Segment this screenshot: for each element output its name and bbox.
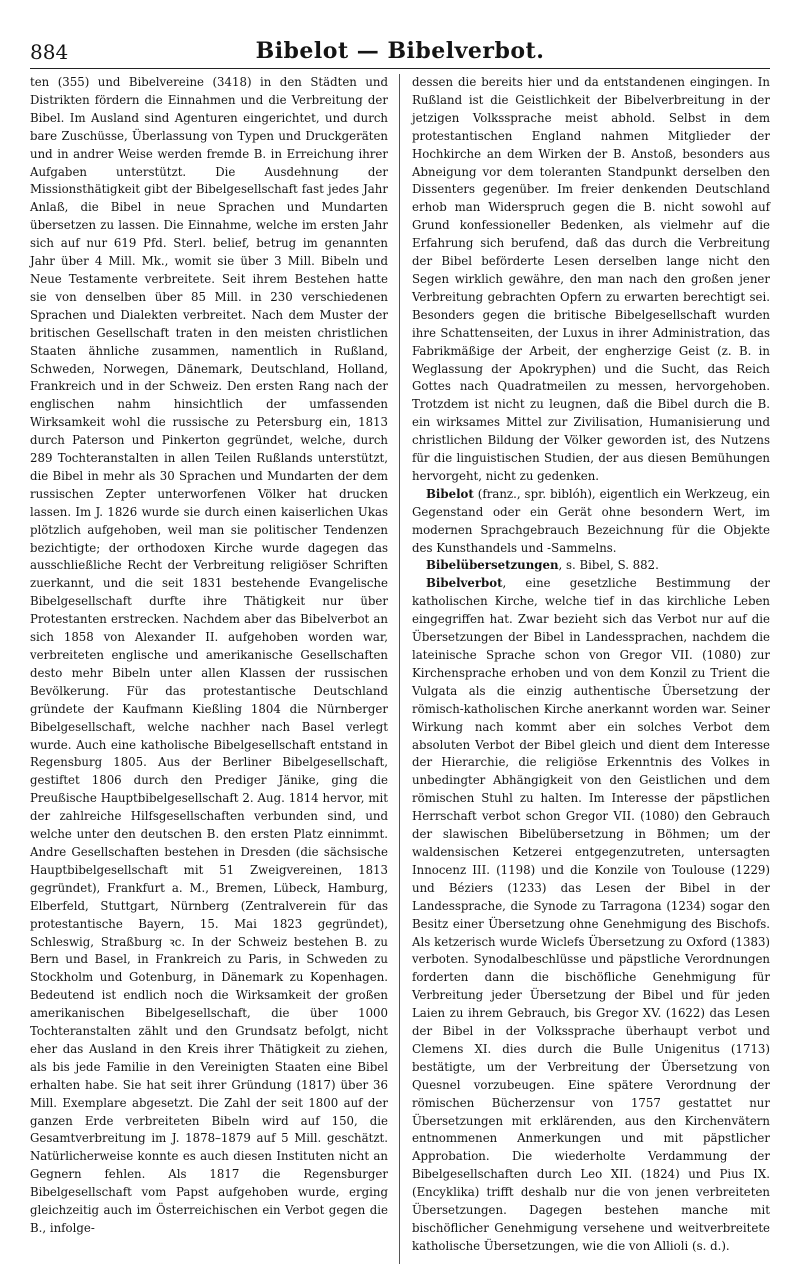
header-rule — [30, 68, 770, 69]
page-header — [30, 38, 770, 68]
entry-bibeluebersetzungen — [412, 557, 770, 575]
continuation-text: dessen die bereits hier und da entstandenen eingingen. In Rußland ist die Geistlichkeit der Bibelverbreitung in der jetzigen Volkssprache meist abhold. Selbst in dem protestantischen England nahmen Mitglieder der Hochkirche an dem Wirken der B. Anstoß, besonders aus Abneigung vor dem toleranten Standpunkt derselben den Dissenters gegenüber. Im freier denkenden Deutschland erhob man Widerspruch gegen die B. nicht sowohl auf Grund konfessioneller Bedenken, als vielmehr auf die Erfahrung sich berufend, daß das durch die Verbreitung der Bibel beförderte Lesen derselben lange nicht den Segen wirklich gewähre, den man nach den großen jener Verbreitung gebrachten Opfern zu erwarten berechtigt sei. Besonders gegen die britische Bibelgesellschaft wurden ihre Schattenseiten, der Luxus in ihrer Administration, das Fabrikmäßige der Arbeit, der engherzige Geist (z. B. in Weglassung der Apokryphen) und die Sucht, das Reich Gottes nach Quadratmeilen zu messen, hervorgehoben. Trotzdem ist nicht zu leugnen, daß die Bibel durch die B. ein wirksames Mittel zur Zivilisation, Humanisierung und christlichen Bildung der Völker geworden ist, des Nutzens für die linguistischen Studien, der aus diesen Bemühungen hervorgeht, nicht zu gedenken. — [412, 75, 770, 483]
column-text: ten (355) und Bibelvereine (3418) in den Städten und Distrikten fördern die Einnahmen und die Verbreitung der Bibel. Im Ausland sind Agenturen eingerichtet, und durch bare Zuschüsse, Überlassung von Typen und Druckgeräten und in andrer Weise werden fremde B. in Erreichung ihrer Aufgaben unterstützt. Die Ausdehnung der Missionsthätigkeit gibt der Bibelgesellschaft fast jedes Jahr Anlaß, die Bibel in neue Sprachen und Mundarten übersetzen zu lassen. Die Einnahme, welche im ersten Jahr sich auf nur 619 Pfd. Sterl. belief, betrug im genannten Jahr über 4 Mill. Mk., womit sie über 3 Mill. Bibeln und Neue Testamente verbreitete. Seit ihrem Bestehen hatte sie von denselben über 85 Mill. in 230 verschiedenen Sprachen und Dialekten verbreitet. Nach dem Muster der britischen Gesellschaft traten in den meisten christlichen Staaten ähnliche zusammen, namentlich in Rußland, Schweden, Norwegen, Dänemark, Deutschland, Holland, Frankreich und in der Schweiz. Den ersten Rang nach der englischen nahm hinsichtlich der umfassenden Wirksamkeit wohl die russische zu Petersburg ein, 1813 durch Paterson und Pinkerton gegründet, welche, durch 289 Tochteranstalten in allen Teilen Rußlands unterstützt, die Bibel in mehr als 30 Sprachen und Mundarten der dem russischen Zepter unterworfenen Völker hat drucken lassen. Im J. 1826 wurde sie durch einen kaiserlichen Ukas plötzlich aufgehoben, weil man sie politischer Tendenzen bezichtigte; der orthodoxen Kirche wurde dagegen das ausschließliche Recht der Verbreitung religiöser Schriften zuerkannt, und die seit 1831 bestehende Evangelische Bibelgesellschaft durfte ihre Thätigkeit nur über Protestanten erstrecken. Nachdem aber das Bibelverbot an sich 1858 von Alexander II. aufgehoben worden war, verbreiteten englische und amerikanische Gesellschaften desto mehr Bibeln unter allen Klassen der russischen Bevölkerung. Für das protestantische Deutschland gründete der Kaufmann Kießling 1804 die Nürnberger Bibelgesellschaft, welche nachher nach Basel verlegt wurde. Auch eine katholische Bibelgesellschaft entstand in Regensburg 1805. Aus der Berliner Bibelgesellschaft, gestiftet 1806 durch den Prediger Jänike, ging die Preußische Hauptbibelgesellschaft 2. Aug. 1814 hervor, mit der zahlreiche Hilfsgesellschaften verbunden sind, und welche unter den deutschen B. den ersten Platz einnimmt. Andre Gesellschaften bestehen in Dresden (die sächsische Hauptbibelgesellschaft mit 51 Zweigvereinen, 1813 gegründet), Frankfurt a. M., Bremen, Lübeck, Hamburg, Elberfeld, Stuttgart, Nürnberg (Zentralverein für das protestantische Bayern, 15. Mai 1823 gegründet), Schleswig, Straßburg ꝛc. In der Schweiz bestehen B. zu Bern und Basel, in Frankreich zu Paris, in Schweden zu Stockholm und Gotenburg, in Dänemark zu Kopenhagen. Bedeutend ist endlich noch die Wirksamkeit der großen amerikanischen Bibelgesellschaft, die über 1000 Tochteranstalten zählt und den Grundsatz befolgt, nicht eher das Ausland in den Kreis ihrer Thätigkeit zu ziehen, als bis jede Familie in den Vereinigten Staaten eine Bibel erhalten habe. Sie hat seit ihrer Gründung (1817) über 36 Mill. Exemplare abgesetzt. Die Zahl der seit 1800 auf der ganzen Erde verbreiteten Bibeln wird auf 150, die Gesamtverbreitung im J. 1878–1879 auf 5 Mill. geschätzt. Natürlicherweise konnte es auch diesen Instituten nicht an Gegnern fehlen. Als 1817 die Regensburger Bibelgesellschaft vom Papst aufgehoben wurde, erging gleichzeitig auch im Österreichischen ein Verbot gegen die B., infolge- — [30, 75, 388, 1235]
page-number: 884 — [30, 40, 69, 64]
left-column — [30, 74, 388, 1238]
entry-text: , s. Bibel, S. 882. — [558, 558, 659, 573]
entry-text: , eine gesetzliche Bestimmung der katholischen Kirche, welche tief in das kirchliche Leben eingegriffen hat. Zwar bezieht sich das Verbot nur auf die Übersetzungen der Bibel in Landessprachen, nachdem die lateinische Sprache schon von Gregor VII. (1080) zur Kirchensprache erhoben und von dem Konzil zu Trient die Vulgata als die einzig authentische Übersetzung der römisch-katholischen Kirche anerkannt worden war. Seiner Wirkung nach kommt aber ein solches Verbot dem absoluten Verbot der Bibel gleich und dient dem Interesse der Hierarchie, die religiöse Erkenntnis des Volkes in unbedingter Abhängigkeit von den Geistlichen und dem römischen Stuhl zu halten. Im Interesse der päpstlichen Herrschaft verbot schon Gregor VII. (1080) den Gebrauch der slawischen Bibelübersetzung in Böhmen; um der waldensischen Ketzerei entgegenzutreten, untersagten Innocenz III. (1198) und die Konzile von Toulouse (1229) und Béziers (1233) das Lesen der Bibel in der Landessprache, die Synode zu Tarragona (1234) sogar den Besitz einer Übersetzung ohne Genehmigung des Bischofs. Als ketzerisch wurde Wiclefs Übersetzung zu Oxford (1383) verboten. Synodalbeschlüsse und päpstliche Verordnungen forderten dann die bischöfliche Genehmigung für Verbreitung jeder Übersetzung der Bibel und für jeden Laien zu ihrem Gebrauch, bis Gregor XV. (1622) das Lesen der Bibel in der Volkssprache überhaupt verbot und Clemens XI. dies durch die Bulle Unigenitus (1713) bestätigte, um der Verbreitung der Übersetzung von Quesnel vorzubeugen. Eine spätere Verordnung der römischen Bücherzensur von 1757 gestattet nur Übersetzungen mit erklärenden, aus den Kirchenvätern entnommenen Anmerkungen und mit päpstlicher Approbation. Die wiederholte Verdammung der Bibelgesellschaften durch Leo XII. (1824) und Pius IX. (Encyklika) trifft deshalb nur die von jenen verbreiteten Übersetzungen. Dagegen bestehen manche mit bischöflicher Genehmigung versehene und weitverbreitete katholische Übersetzungen, wie die von Allioli (s. d.). — [412, 576, 770, 1253]
running-head: Bibelot — Bibelverbot. — [255, 38, 545, 64]
column-divider — [399, 74, 400, 1264]
entry-bibelverbot — [412, 575, 770, 1255]
entry-headword: Bibelot — [426, 486, 474, 501]
entry-bibelot — [412, 486, 770, 558]
entry-headword: Bibelverbot — [426, 576, 503, 591]
entry-headword: Bibelübersetzungen — [426, 558, 559, 573]
right-column — [412, 74, 770, 1256]
entry-text: (franz., spr. biblóh), eigentlich ein Werkzeug, ein Gegenstand oder ein Gerät ohne besondern Wert, im modernen Sprachgebrauch Bezeichnung für die Objekte des Kunsthandels und -Sammelns. — [412, 486, 770, 555]
